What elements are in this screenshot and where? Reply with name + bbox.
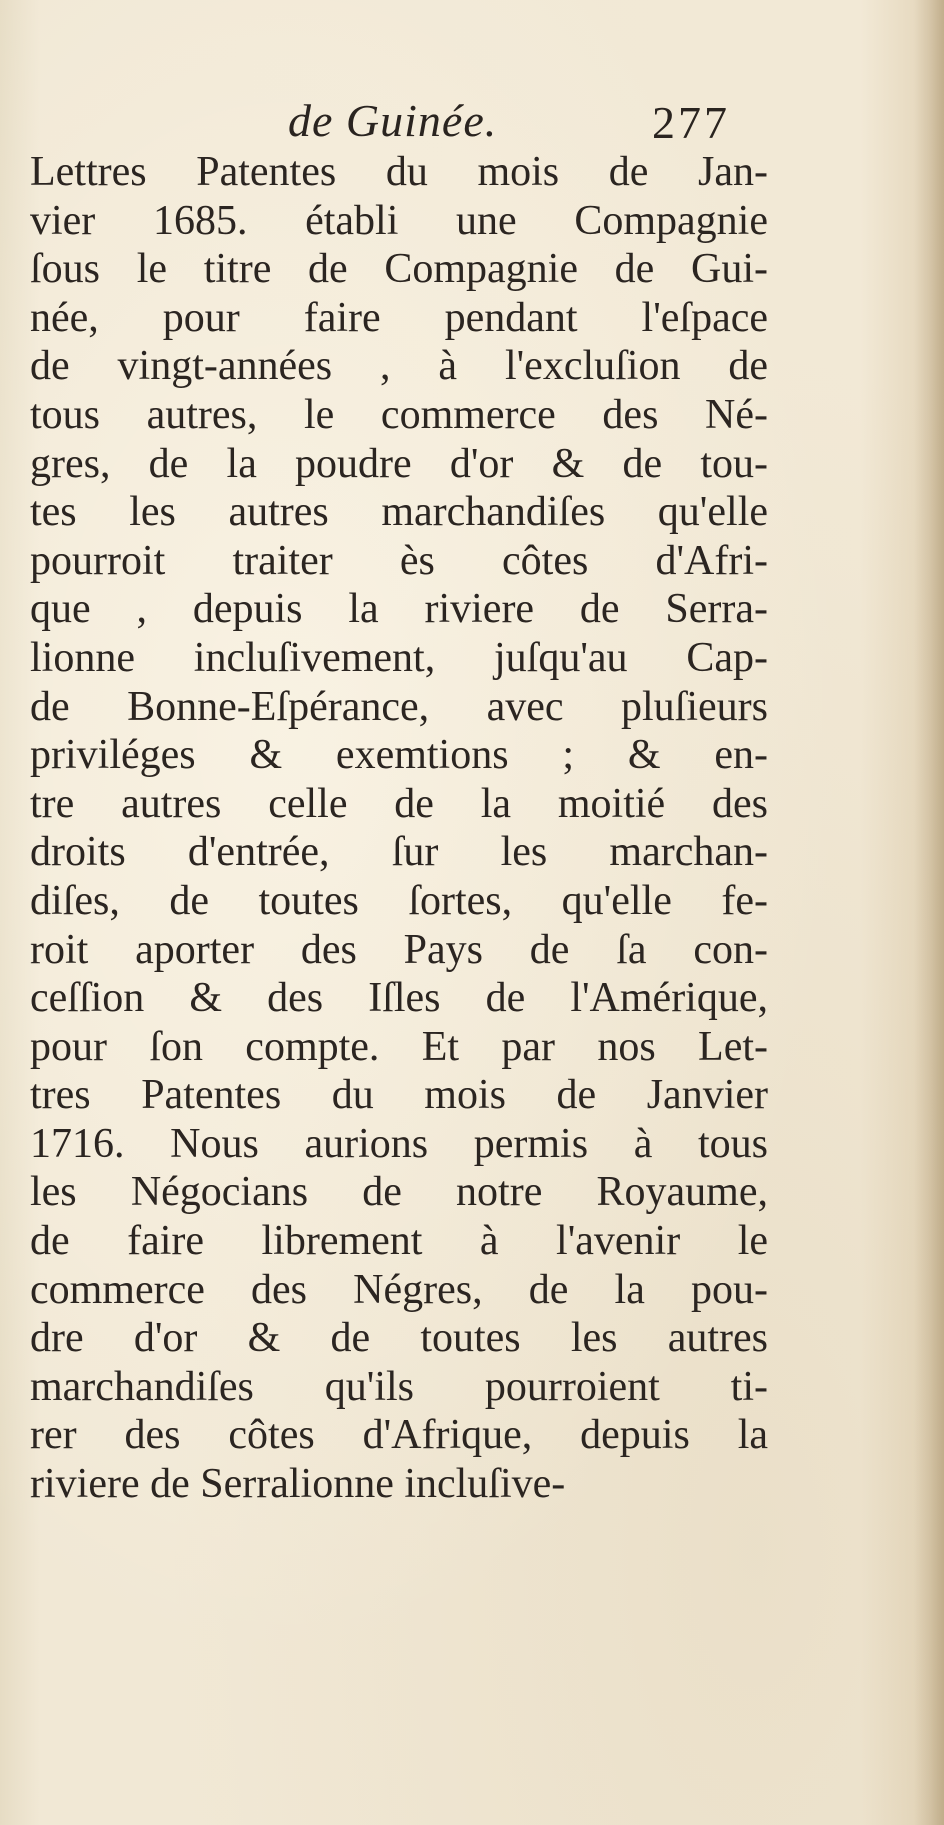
text-line: tres Patentes du mois de Janvier: [30, 1072, 768, 1119]
text-line: née, pour faire pendant l'eſpace: [30, 294, 768, 341]
text-line: droits d'entrée, ſur les marchan-: [30, 829, 768, 876]
body-text: [30, 148, 768, 1509]
text-line: tes les autres marchandiſes qu'elle: [30, 489, 768, 536]
text-line: les Négocians de notre Royaume,: [30, 1169, 768, 1216]
text-line: tous autres, le commerce des Né-: [30, 391, 768, 438]
text-line: pourroit traiter ès côtes d'Afri-: [30, 537, 768, 584]
text-line: diſes, de toutes ſortes, qu'elle fe-: [30, 877, 768, 924]
text-line: commerce des Négres, de la pou-: [30, 1266, 768, 1313]
text-line: roit aporter des Pays de ſa con-: [30, 926, 768, 973]
text-line: pour ſon compte. Et par nos Let-: [30, 1023, 768, 1070]
text-line: vier 1685. établi une Compagnie: [30, 197, 768, 244]
text-line: priviléges & exemtions ; & en-: [30, 732, 768, 779]
text-line: Lettres Patentes du mois de Jan-: [30, 149, 768, 195]
running-head: de Guinée.: [288, 95, 498, 146]
text-line: dre d'or & de toutes les autres: [30, 1315, 768, 1362]
text-line: que , depuis la riviere de Serra-: [30, 586, 768, 633]
text-line: de vingt-années , à l'excluſion de: [30, 343, 768, 390]
text-line: tre autres celle de la moitié des: [30, 780, 768, 827]
text-line: riviere de Serralionne incluſive-: [30, 1461, 566, 1508]
text-line: lionne incluſivement, juſqu'au Cap-: [30, 634, 768, 681]
text-line: de Bonne-Eſpérance, avec pluſieurs: [30, 683, 768, 730]
page-edge-shadow: [914, 0, 944, 1825]
text-line: marchandiſes qu'ils pourroient ti-: [30, 1363, 768, 1410]
text-line: gres, de la poudre d'or & de tou-: [30, 440, 768, 487]
text-line: ceſſion & des Iſles de l'Amérique,: [30, 975, 768, 1022]
text-line: rer des côtes d'Afrique, depuis la: [30, 1412, 768, 1459]
text-line: 1716. Nous aurions permis à tous: [30, 1120, 768, 1167]
text-line: ſous le titre de Compagnie de Gui-: [30, 246, 768, 293]
page-number: 277: [652, 97, 730, 148]
text-line: de faire librement à l'avenir le: [30, 1218, 768, 1265]
